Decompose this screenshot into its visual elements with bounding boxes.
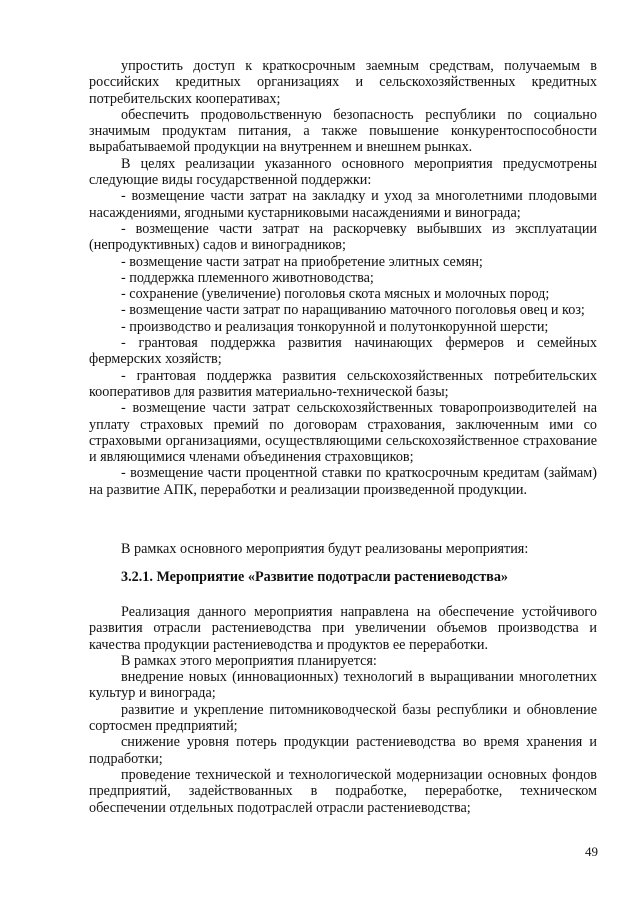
- intro-block: [89, 541, 597, 557]
- paragraph: Реализация данного мероприятия направлена на обеспечение устойчивого развития отрасли растениеводства при увеличении объемов производства и качества продукции растениеводства и продуктов ее переработки.: [89, 604, 597, 653]
- paragraph: В рамках этого мероприятия планируется:: [121, 652, 377, 669]
- body-text-bottom: [89, 604, 597, 816]
- heading-block: [89, 569, 597, 585]
- list-item: развитие и укрепление питомниководческой базы республики и обновление сортосмен предприятий;: [89, 701, 597, 735]
- list-item: - возмещение части затрат по наращиванию маточного поголовья овец и коз;: [121, 302, 585, 319]
- paragraph: упростить доступ к краткосрочным заемным средствам, получаемым в российских кредитных организациях и сельскохозяйственных кредитных потребительских кооперативах;: [89, 58, 597, 107]
- list-item: - грантовая поддержка развития сельскохозяйственных потребительских кооперативов для развития материально-технической базы;: [89, 367, 597, 400]
- list-item: - грантовая поддержка развития начинающих фермеров и семейных фермерских хозяйств;: [89, 335, 597, 368]
- page-number: 49: [585, 844, 598, 859]
- list-item: - сохранение (увеличение) поголовья скота мясных и молочных пород;: [121, 286, 550, 303]
- section-heading: 3.2.1. Мероприятие «Развитие подотрасли растениеводства»: [121, 569, 509, 585]
- body-text-top: [89, 58, 597, 498]
- intro-line: В рамках основного мероприятия будут реализованы мероприятия:: [121, 541, 529, 557]
- list-item: снижение уровня потерь продукции растениеводства во время хранения и подработки;: [89, 734, 597, 767]
- list-item: - поддержка племенного животноводства;: [121, 269, 374, 286]
- list-item: проведение технической и технологической модернизации основных фондов предприятий, задействованных в подработке, переработке, техническом обеспечении отдельных подотраслей отрасли растениеводства;: [89, 766, 597, 816]
- list-item: - возмещение части затрат сельскохозяйственных товаропроизводителей на уплату страховых премий по договорам страхования, заключенным ими со страховыми организациями, осуществляющими сельскохозяйственное страхование и являющимися членами объединения страховщиков;: [89, 400, 597, 466]
- list-item: - возмещение части затрат на закладку и уход за многолетними плодовыми насаждениями, ягодными кустарниковыми насаждениями и винограда;: [89, 188, 597, 221]
- list-item: - возмещение части процентной ставки по краткосрочным кредитам (займам) на развитие АПК, переработки и реализации произведенной продукции.: [89, 465, 597, 498]
- list-item: - возмещение части затрат на приобретение элитных семян;: [121, 253, 483, 270]
- paragraph: обеспечить продовольственную безопасность республики по социально значимым продуктам питания, а также повышение конкурентоспособности вырабатываемой продукции на внутреннем и внешнем рынках.: [89, 106, 597, 156]
- paragraph: В целях реализации указанного основного мероприятия предусмотрены следующие виды государственной поддержки:: [89, 155, 597, 189]
- list-item: внедрение новых (инновационных) технологий в выращивании многолетних культур и винограда;: [89, 669, 597, 702]
- list-item: - производство и реализация тонкорунной и полутонкорунной шерсти;: [121, 318, 549, 335]
- list-item: - возмещение части затрат на раскорчевку выбывших из эксплуатации (непродуктивных) садов и виноградников;: [89, 220, 597, 254]
